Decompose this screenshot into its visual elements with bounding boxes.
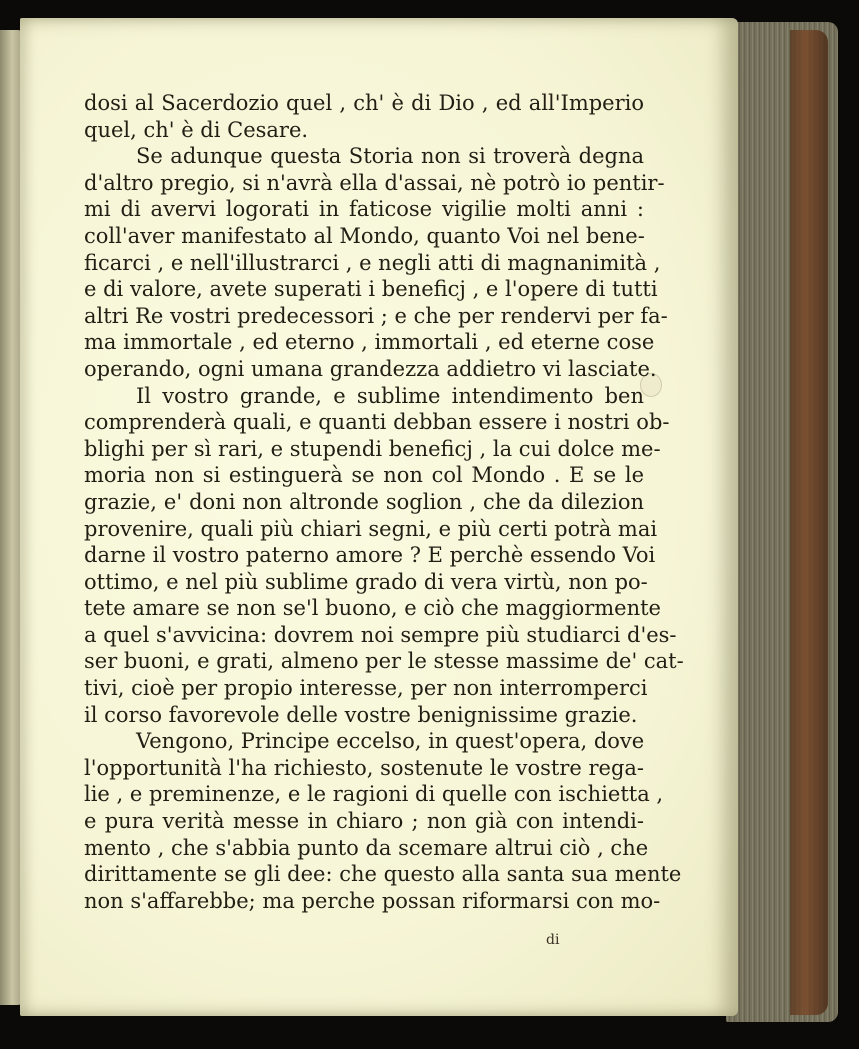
text-line: Se adunque questa Storia non si troverà degna [136,144,644,169]
page-text [84,90,684,914]
text-line: grazie, e' doni non altronde soglion , che da dilezion [84,489,644,514]
text-line: non s'affarebbe; ma perche possan riformarsi con mo- [84,888,661,913]
text-line: altri Re vostri predecessori ; e che per rendervi per fa- [84,303,668,328]
text-line: moria non si estinguerà se non col Mondo . E se le [84,463,644,488]
text-line: e pura verità messe in chiaro ; non già con intendi- [84,809,644,834]
text-line: provenire, quali più chiari segni, e più certi potrà mai [84,516,658,541]
text-line: coll'aver manifestato al Mondo, quanto Voi nel bene- [84,223,645,248]
text-line: quel, ch' è di Cesare. [84,117,309,142]
text-line: lie , e preminenze, e le ragioni di quelle con ischietta , [84,782,664,807]
text-line: il corso favorevole delle vostre benignissime grazie. [84,702,638,727]
text-line: Vengono, Principe eccelso, in quest'opera, dove [136,729,645,754]
text-line: darne il vostro paterno amore ? E perchè essendo Voi [84,543,656,568]
text-line: mento , che s'abbia punto da scemare altrui ciò , che [84,835,649,860]
text-line: Il vostro grande, e sublime intendimento ben [136,383,644,408]
text-line: tete amare se non se'l buono, e ciò che maggiormente [84,596,661,621]
text-line: a quel s'avvicina: dovrem noi sempre più studiarci d'es- [84,622,677,647]
text-line: ma immortale , ed eterno , immortali , ed eterne cose [84,330,655,355]
text-line: ficarci , e nell'illustrarci , e negli atti di magnanimità , [84,250,661,275]
text-line: l'opportunità l'ha richiesto, sostenute le vostre rega- [84,755,645,780]
catchword: di [546,932,560,948]
text-line: e di valore, avete superati i beneficj , e l'opere di tutti [84,277,658,302]
book-page [20,18,738,1016]
text-line: comprenderà quali, e quanti debban essere i nostri ob- [84,410,670,435]
text-line: mi di avervi logorati in faticose vigilie molti anni : [84,197,644,222]
text-line: ser buoni, e grati, almeno per le stesse massime de' cat- [84,649,684,674]
text-line: ottimo, e nel più sublime grado di vera virtù, non po- [84,569,648,594]
text-line: dirittamente se gli dee: che questo alla santa sua mente [84,862,682,887]
facing-page-edge [0,30,22,1005]
text-line: dosi al Sacerdozio quel , ch' è di Dio , ed all'Imperio [84,91,644,115]
text-line: tivi, cioè per propio interesse, per non interromperci [84,676,648,701]
text-line: d'altro pregio, si n'avrà ella d'assai, nè potrò io pentir- [84,170,665,195]
book-cover-edge [790,30,828,1015]
text-line: blighi per sì rari, e stupendi beneficj , la cui dolce me- [84,436,661,461]
text-line: operando, ogni umana grandezza addietro vi lasciate. [84,356,657,381]
